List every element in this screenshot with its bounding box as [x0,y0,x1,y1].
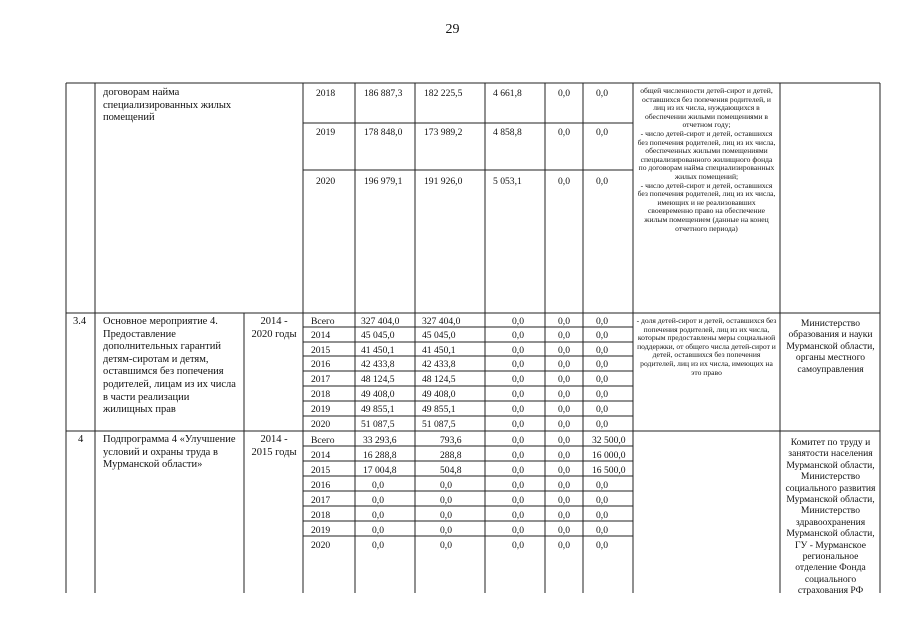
regional-cell: 0,0 [440,540,452,551]
regional-cell: 0,0 [440,480,452,491]
year-cell: 2014 [311,330,331,341]
other-cell: 0,0 [596,127,608,138]
federal-cell: 0,0 [512,525,524,536]
local-cell: 0,0 [558,345,570,356]
federal-cell: 0,0 [512,540,524,551]
federal-cell: 0,0 [512,419,524,430]
responsible-text-4: Комитет по труду и занятости населения Мурманской области, Министерство социального развития Мурманской области, Министерство здравоохранения Мурманской области, ГУ - Мурманское региональное отделение Фонда социального страхования РФ [785,437,876,597]
regional-cell: 48 124,5 [422,374,456,385]
total-cell: 45 045,0 [361,330,395,341]
year-cell: 2018 [311,389,331,400]
activity-text-top: договорам найма специализированных жилых помещений [103,87,232,123]
other-cell: 16 500,0 [592,465,626,476]
total-cell: 49 408,0 [361,389,395,400]
total-cell: 42 433,8 [361,359,395,370]
other-cell: 0,0 [596,374,608,385]
federal-cell: 4 661,8 [493,88,522,99]
other-cell: 0,0 [596,540,608,551]
year-cell: 2019 [316,127,336,138]
period-4: 2014 - 2015 годы [251,434,297,458]
total-cell: 51 087,5 [361,419,395,430]
year-cell: 2020 [311,419,331,430]
federal-cell: 4 858,8 [493,127,522,138]
regional-cell: 51 087,5 [422,419,456,430]
year-cell: 2015 [311,465,331,476]
period-3-4: 2014 - 2020 годы [251,316,297,340]
local-cell: 0,0 [558,404,570,415]
other-cell: 0,0 [596,88,608,99]
local-cell: 0,0 [558,316,570,327]
indicator-text-3-4: - доля детей-сирот и детей, оставшихся без попечения родителей, лиц из их числа, которым предоставлены меры социальной поддержки, от общего числа детей-сирот и детей, оставшихся без попечения родителей, лиц из их числа, имеющих на это право [636,316,777,377]
local-cell: 0,0 [558,525,570,536]
regional-cell: 41 450,1 [422,345,456,356]
other-cell: 0,0 [596,316,608,327]
other-cell: 0,0 [596,330,608,341]
total-cell: 196 979,1 [364,176,403,187]
federal-cell: 0,0 [512,465,524,476]
federal-cell: 0,0 [512,480,524,491]
year-cell: 2016 [311,480,331,491]
regional-cell: 191 926,0 [424,176,463,187]
year-cell: Всего [311,435,335,446]
total-cell: 0,0 [372,510,384,521]
year-cell: 2019 [311,404,331,415]
local-cell: 0,0 [558,359,570,370]
year-cell: 2014 [311,450,331,461]
regional-cell: 49 855,1 [422,404,456,415]
local-cell: 0,0 [558,495,570,506]
responsible-text-3-4: Министерство образования и науки Мурманской области, органы местного самоуправления [786,318,875,375]
regional-cell: 49 408,0 [422,389,456,400]
other-cell: 0,0 [596,359,608,370]
local-cell: 0,0 [558,480,570,491]
local-cell: 0,0 [558,127,570,138]
year-cell: 2017 [311,374,331,385]
year-cell: 2015 [311,345,331,356]
local-cell: 0,0 [558,374,570,385]
regional-cell: 0,0 [440,510,452,521]
indicator-text-top: общей численности детей-сирот и детей, оставшихся без попечения родителей, и лиц из их числа, нуждающихся в обеспечении жилыми помещениями в отчетном году; - число детей-сирот и детей, оставшихся без попечения родителей, лиц из их числа, обеспеченных жилыми помещениями специализированного жилищного фонда по договорам найма специализированных жилых помещений; - число детей-сирот и детей, оставшихся без попечения родителей, лиц из их числа, имеющих и не реализовавших своевременно право на обеспечение жилым помещением (данные на конец отчетного периода) [637,86,776,233]
year-cell: 2018 [311,510,331,521]
total-cell: 0,0 [372,540,384,551]
federal-cell: 0,0 [512,330,524,341]
other-cell: 0,0 [596,480,608,491]
local-cell: 0,0 [558,540,570,551]
year-cell: 2020 [316,176,336,187]
local-cell: 0,0 [558,435,570,446]
total-cell: 48 124,5 [361,374,395,385]
activity-text-3-4: Основное мероприятие 4. Предоставление дополнительных гарантий детям-сиротам и детям, оставшимся без попечения родителей, лицам из их числа в части реализации жилищных прав [103,316,236,416]
year-cell: 2016 [311,359,331,370]
regional-cell: 173 989,2 [424,127,463,138]
regional-cell: 504,8 [440,465,462,476]
other-cell: 32 500,0 [592,435,626,446]
local-cell: 0,0 [558,510,570,521]
federal-cell: 0,0 [512,495,524,506]
regional-cell: 0,0 [440,525,452,536]
local-cell: 0,0 [558,88,570,99]
federal-cell: 0,0 [512,345,524,356]
regional-cell: 288,8 [440,450,462,461]
other-cell: 0,0 [596,495,608,506]
total-cell: 0,0 [372,480,384,491]
local-cell: 0,0 [558,419,570,430]
other-cell: 0,0 [596,389,608,400]
total-cell: 49 855,1 [361,404,395,415]
total-cell: 33 293,6 [363,435,397,446]
other-cell: 0,0 [596,404,608,415]
regional-cell: 42 433,8 [422,359,456,370]
year-cell: 2018 [316,88,336,99]
federal-cell: 0,0 [512,404,524,415]
activity-text-4: Подпрограмма 4 «Улучшение условий и охраны труда в Мурманской области» [103,434,236,471]
other-cell: 0,0 [596,525,608,536]
federal-cell: 0,0 [512,510,524,521]
federal-cell: 0,0 [512,450,524,461]
total-cell: 0,0 [372,525,384,536]
local-cell: 0,0 [558,389,570,400]
year-cell: 2017 [311,495,331,506]
regional-cell: 182 225,5 [424,88,463,99]
federal-cell: 0,0 [512,435,524,446]
local-cell: 0,0 [558,450,570,461]
row-number: 4 [78,434,84,445]
regional-cell: 0,0 [440,495,452,506]
regional-cell: 327 404,0 [422,316,461,327]
local-cell: 0,0 [558,330,570,341]
local-cell: 0,0 [558,176,570,187]
total-cell: 178 848,0 [364,127,403,138]
federal-cell: 0,0 [512,389,524,400]
local-cell: 0,0 [558,465,570,476]
other-cell: 0,0 [596,345,608,356]
other-cell: 0,0 [596,510,608,521]
year-cell: 2020 [311,540,331,551]
federal-cell: 5 053,1 [493,176,522,187]
row-number: 3.4 [73,316,87,327]
total-cell: 0,0 [372,495,384,506]
federal-cell: 0,0 [512,316,524,327]
other-cell: 0,0 [596,419,608,430]
total-cell: 186 887,3 [364,88,403,99]
total-cell: 327 404,0 [361,316,400,327]
other-cell: 16 000,0 [592,450,626,461]
year-cell: Всего [311,316,335,327]
page-number: 29 [445,22,460,37]
total-cell: 41 450,1 [361,345,395,356]
federal-cell: 0,0 [512,359,524,370]
total-cell: 17 004,8 [363,465,397,476]
other-cell: 0,0 [596,176,608,187]
regional-cell: 45 045,0 [422,330,456,341]
total-cell: 16 288,8 [363,450,397,461]
regional-cell: 793,6 [440,435,462,446]
year-cell: 2019 [311,525,331,536]
federal-cell: 0,0 [512,374,524,385]
